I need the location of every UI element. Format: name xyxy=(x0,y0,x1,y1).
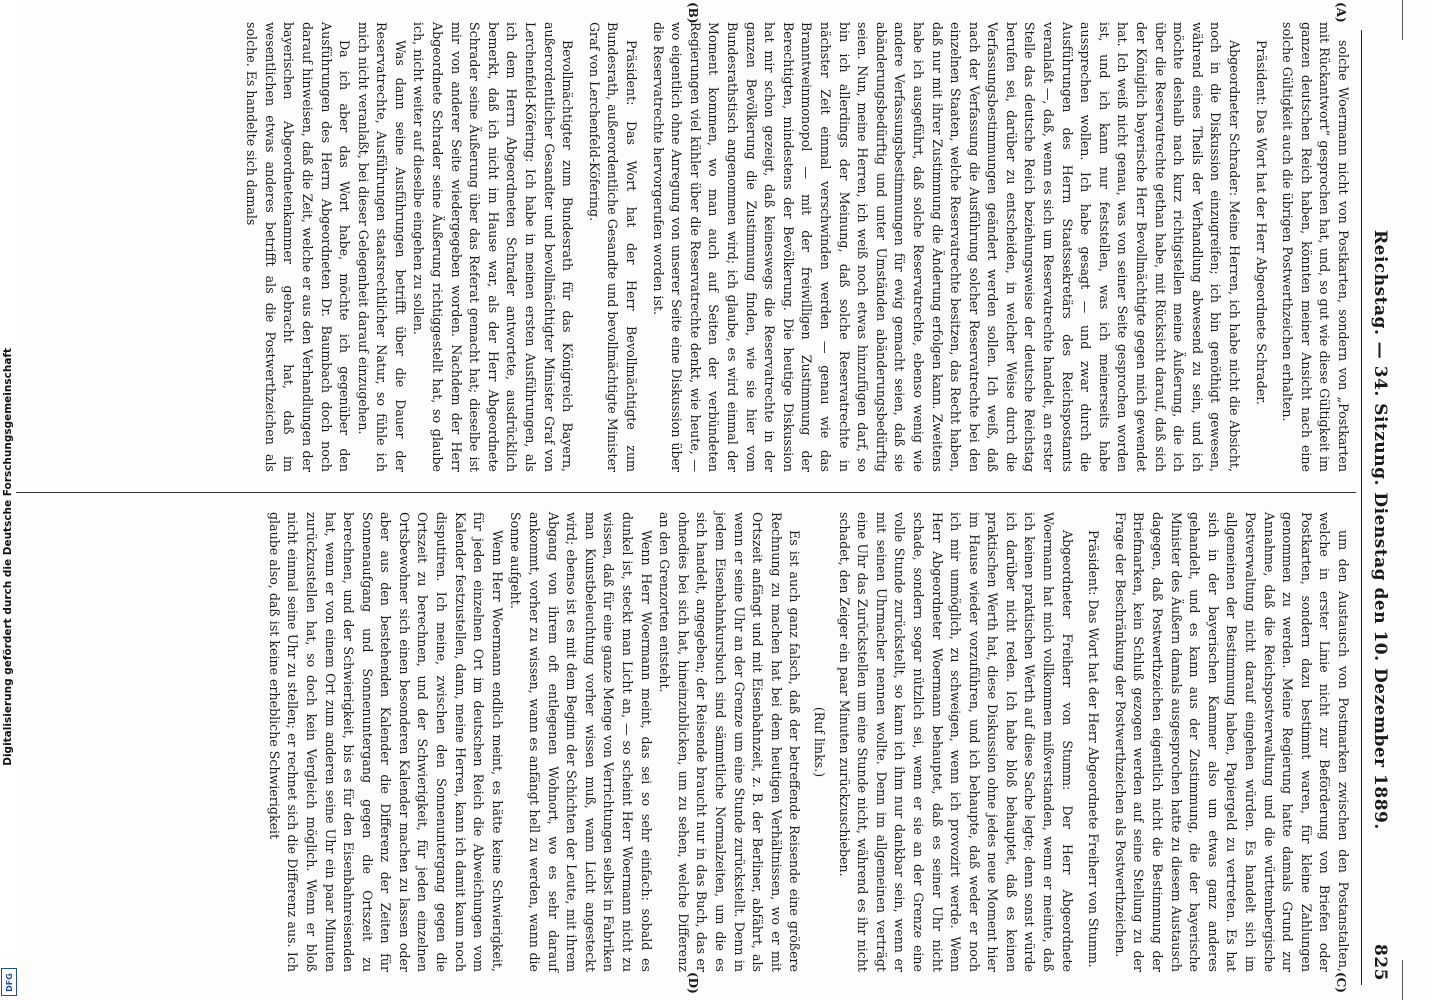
right-column xyxy=(264,512,1352,972)
paragraph: solche Woermann nicht von Postkarten, sondern von „Postkarten mit Rückantwort“ gesprochen hat, und, so gut wie diese Gültigkeit im ganzen deutschen Reich haben, könnten meiner Ansicht nach eine solche Gültigkeit auch die übrigen Postwerthzeichen erhalten. xyxy=(1280,22,1351,472)
page-edge-mark xyxy=(1402,0,1403,40)
digitization-credit: Digitalisierung gefördert durch die Deutsche Forschungsgemeinschaft xyxy=(2,348,14,766)
paragraph: Abgeordneter Freiherr von Stumm: Der Herr Abgeordnete Woermann hat mich vollkommen mißverstanden, wenn er meinte, daß ich keinen praktischen Werth auf diese Sache legte; denn sonst würde ich darüber nicht reden. Ich habe bloß behauptet, daß es keinen praktischen Werth hat, diese Diskussion ohne jedes neue Moment hier im Hause wieder vorzuführen, und ich behaupte, daß weder er noch ich mir unmöglich, zu schweigen, wenn ich provozirt werde. Wenn Herr Abgeordneter Woermann behauptet, daß es seiner Uhr nicht schade, sondern sogar nützlich sei, wenn er sie an der Grenze eine volle Stunde zurückstellt, so kann ich ihm nur dankbar sein, wenn er mit seinen Uhrmacher nennen wollte. Denn im allgemeinen verträgt eine Uhr das Zurückstellen um eine Stunde nicht, während es ihr nicht schadet, den Zeiger ein paar Minuten zurückzuschieben. xyxy=(836,512,1075,972)
interjection: (Ruf links.) xyxy=(811,706,827,778)
paragraph: Es ist auch ganz falsch, daß der betreffende Reisende eine größere Rechnung zu machen hat bei dem heutigen Verhältnissen, wo er mit Ortszeit anfängt und mit Eisenbahnzeit, z. B. der Berliner, abfährt, als wenn er seine Uhr an der Grenze um eine Stunde zurückstellt. Denn in jedem Eisenbahnkursbuch sind sämmtliche Normalzeiten, um die es sich handelt, angegeben; der Reisende braucht nur in das Buch, das er ohnedies bei sich hat, hineinzublicken, um zu sehen, welche Differenz an den Grenzorten entsteht. xyxy=(657,512,803,972)
paragraph: Abgeordneter Schrader: Meine Herren, ich habe nicht die Absicht, noch in die Diskussion einzugreifen; ich bin genöthigt gewesen, während eines Theils der Verhandlung abwesend zu sein, und ich möchte deshalb nach kurz richtigstellen meine Äußerung, die ich über die Reservatrechte gethan habe, mit Rücksicht darauf, daß sich der Königlich bayerische Herr Bevollmächtigte gegen mich gewendet hat. Ich weiß nicht genau, was von seiner Seite gesprochen worden ist, und ich kann nur feststellen, was ich meinerseits habe aussprechen wollen. Ich habe gesagt — und zwar durch die Ausführungen des Herrn Staatssekretärs des Reichspostamts veranlaßt —, daß, wenn es sich um Reservatrechte handelt, an erster Stelle das deutsche Reich beziehungsweise der deutsche Reichstag berufen sei, darüber zu entscheiden, in welcher Weise durch die Verfassungsbestimmungen geändert werden sollen. Ich weiß, daß nach der Verfassung die Ausführung solcher Reservatrechte bei den einzelnen Staaten, welche Reservatrechte besitzen, das Recht haben, daß nur mit ihrer Zustimmung die Änderung erfolgen kann. Zweitens habe ich ausgeführt, daß solche Reservatrechte, ebenso wenig wie andere Verfassungsbestimmungen für ewig gemacht seien, daß sie abänderungsbedürftig und unter Umständen abänderungsbedürftig seien. Nun, meine Herren, ich weiß noch etwas hinzufügen darf, so bin ich allerdings der Meinung, daß solche Reservatrechte in nächster Zeit einmal verschwinden werden — genau wie das Branntweinmonopol — mit der freiwilligen Zustimmung der Berechtigten, mindestens der Bevölkerung. Die heutige Diskussion hat mir schon gezeigt, daß keineswegs die Reservatrechte in der ganzen Bevölkerung die Zustimmung finden, wie sie hier vom Bundesrathstisch angenommen wird; ich glaube, es wird einmal der Moment kommen, wo man auch auf Seiten der verbündeten Regierungen viel kühler über die Reservatrechte denkt, wie heute, — wo eigentlich ohne Anregung von unserer Seite eine Diskussion über die Reservatrechte hervorgerufen worden ist. xyxy=(650,22,1243,472)
left-column xyxy=(242,22,1352,472)
page-edge-mark xyxy=(1402,960,1403,1000)
paragraph: Da ich aber das Wort habe, möchte ich gegenüber den Ausführungen des Herrn Abgeordneten Dr. Baumbach doch noch darauf hinweisen, daß die Zeit, welche er aus den Verhandlungen der bayerischen Abgeordnetenkammer gebracht hat, daß im wesentlichen etwas anderes betrifft als die Postwerthzeichen als solche. Es handelte sich damals xyxy=(244,22,353,472)
margin-marker-b: (B) xyxy=(686,2,700,24)
paragraph: um den Austausch von Postmarken zwischen den Postanstalten, welche in erster Linie nicht zur Beförderung von Briefen oder Postkarten, sondern dazu bestimmt waren, für kleine Zahlungen genommen zu werden. Meine Regierung hatte damals Grund zur Annahme, daß die Reichspostverwaltung und die württembergische Postverwaltung nicht darauf eingehen würden. Es handelt sich im allgemeinen der Bestimmung haben, Papiergeld zu vertreten. Es hat sich in der bayerischen Kammer also um etwas ganz anderes gehandelt, und es kann aus der Zustimmung, die der bayerische Minister des Äußern damals ausgesprochen hatte zu diesem Austausch dagegen, daß Postwerthzeichen eigentlich nicht die Bestimmung der Briefmarken, kein Schluß gezogen werden auf seine Stellung zu der Frage der Beschränkung der Postwerthzeichen als Postwerthzeichen. xyxy=(1112,512,1351,972)
running-title: Reichstag. — 34. Sitzung. Dienstag den 10. Dezember 1889. xyxy=(1370,230,1390,830)
page-header xyxy=(1361,30,1396,985)
margin-marker-c: (C) xyxy=(1334,972,1348,993)
speaker-paragraph: Präsident: Das Wort hat der Herr Bevollmächtigte zum Bundesrath, außerordentliche Gesandte und bevollmächtigte Minister Graf von Lerchenfeld-Köfering. xyxy=(586,22,640,472)
dfg-logo xyxy=(1,968,17,996)
paragraph: Was dann seine Ausführungen betrifft über die Dauer der Reservatrechte, Ausführungen staatsrechtlicher Natur, so fühle ich mich nicht veranlaßt, bei dieser Gelegenheit darauf einzugehen. xyxy=(355,22,408,472)
paragraph: Wenn Herr Woermann meint, das sei so sehr einfach: sobald es dunkel ist, steckt man Licht an, — so scheint Herr Woermann nicht zu wissen, daß für eine ganze Menge von Verrichtungen selbst in Fabriken man Kunstbeleuchtung vorher wissen muß, wann Licht angesteckt wird; ebenso ist es mit dem Beginn der Schichten der Leute, mit ihrem Abgang von ihrem oft entlegenen Wohnort, wo es sehr darauf ankommt, vorher zu wissen, wann es anfängt hell zu werden, wann die Sonne aufgeht. xyxy=(508,512,654,972)
speaker-paragraph: Präsident: Das Wort hat der Herr Abgeordnete Schrader. xyxy=(1253,40,1269,405)
dfg-logo-text: DFG xyxy=(4,972,14,992)
margin-marker-d: (D) xyxy=(686,972,700,994)
page-number: 825 xyxy=(1370,944,1390,981)
paragraph: Bevollmächtigter zum Bundesrath für das Königreich Bayern, außerordentlicher Gesandter und bevollmächtigter Minister Graf von Lerchenfeld-Köfering: Ich habe in meinen ersten Ausführungen, als ich dem Herrn Abgeordneten Schrader antwortete, ausdrücklich bemerkt, daß ich nicht im Hause war, als der Herr Abgeordnete Schrader seine Äußerung über das Referat gemacht hat; dieselbe ist mir von anderer Seite wiedergegeben worden. Nachdem der Herr Abgeordnete Schrader seine Äußerung richtiggestellt hat, so glaube ich, nicht weiter auf dieselbe eingehen zu sollen. xyxy=(411,22,576,472)
column-divider xyxy=(6,492,1356,493)
paragraph: Wenn Herr Woermann endlich meint, es hätte keine Schwierigkeit, für jeden einzelnen Ort im deutschen Reich die Abweichungen vom Kalender festzustellen, dann, meine Herren, kann ich damit kaum noch disputiren. Ich meine, zwischen den Sonnenuntergang gegen die Ortszeit zu berechnen, und der Schwierigkeit, für jeden einzelnen Ortsbewohner sich einen besonderen Kalender machen zu lassen oder aber aus den bestehenden Kalender die Differenz der Zeiten für Sonnenaufgang und Sonnenuntergang gegen die Ortszeit zu berechnen, und der Schwierigkeit, bis es für den Eisenbahnreisenden hat, wenn er von einem Ort zum anderen seine Uhr ein paar Minuten zurückzustellen hat, so doch kein Vergleich möglich. Wenn er bloß nicht einmal seine Uhr zu stellen; er rechnet sich die Differenz aus. Ich glaube also, daß ist keine erhebliche Schwierigkeit xyxy=(266,512,505,972)
speaker-paragraph: Präsident: Das Wort hat der Herr Abgeordnete Freiherr von Stumm. xyxy=(1086,530,1102,968)
margin-marker-a: (A) xyxy=(1334,2,1348,23)
